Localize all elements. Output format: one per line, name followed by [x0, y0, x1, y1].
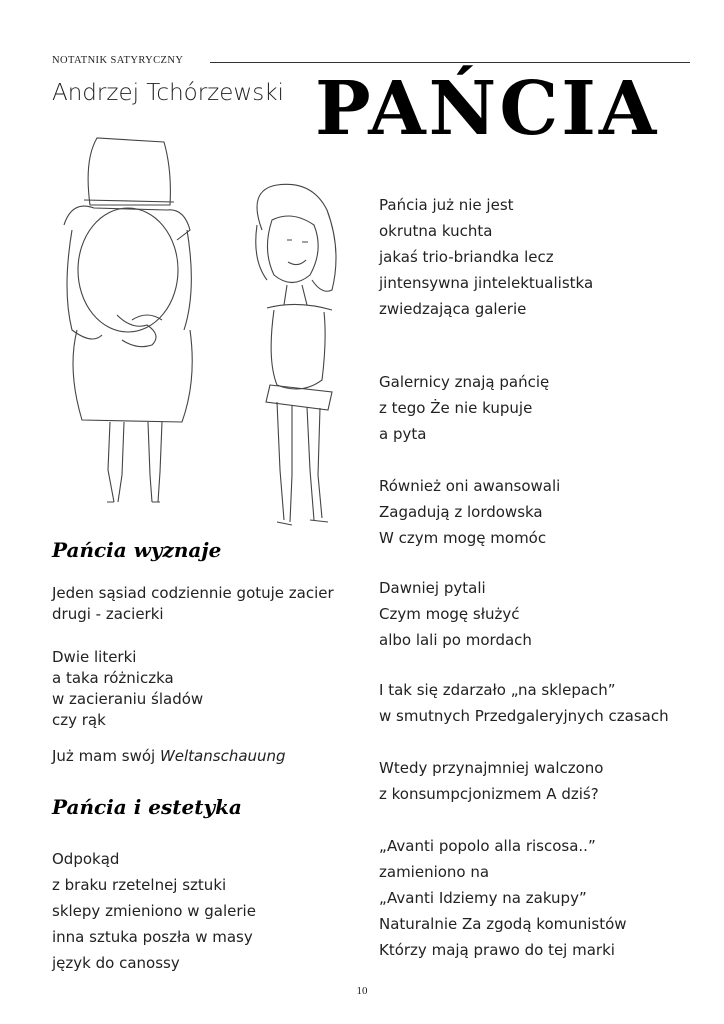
poem-line: Zagadują z lordowska — [379, 503, 543, 521]
right-stanza — [379, 473, 560, 551]
poem-line: jintensywna jintelektualistka — [379, 274, 594, 292]
poem-line: Odpokąd — [52, 850, 120, 868]
poem-line: sklepy zmieniono w galerie — [52, 902, 256, 920]
section-label: NOTATNIK SATYRYCZNY — [52, 55, 184, 66]
poem-line: a pyta — [379, 425, 427, 443]
poem-line-italic: Weltanschauung — [159, 747, 286, 765]
poem-line: albo lali po mordach — [379, 631, 532, 649]
page-number: 10 — [356, 985, 368, 997]
poem-line: I tak się zdarzało „na sklepach” — [379, 681, 616, 699]
poem-line: z tego Że nie kupuje — [379, 399, 533, 417]
poem-line: Pańcia już nie jest — [379, 196, 514, 214]
right-stanza — [379, 369, 549, 447]
poem1-stanza — [52, 746, 286, 767]
poem-line: a taka różniczka — [52, 669, 174, 687]
header-rule — [210, 62, 690, 63]
poem-line: Galernicy znają pańcię — [379, 373, 550, 391]
poem-line: z konsumpcjonizmem A dziś? — [379, 785, 599, 803]
poem-line: W czym mogę momóc — [379, 529, 547, 547]
poem-line: zwiedzająca galerie — [379, 300, 527, 318]
poem1-stanza — [52, 647, 203, 731]
poem-line-text: Już mam swój — [52, 747, 160, 765]
right-stanza — [379, 192, 593, 322]
right-stanza — [379, 677, 669, 729]
poem-line: jakaś trio-briandka lecz — [379, 248, 554, 266]
poem-line: Również oni awansowali — [379, 477, 561, 495]
poem-line: Naturalnie Za zgodą komunistów — [379, 915, 627, 933]
poem-line: język do canossy — [52, 954, 180, 972]
poem-line: w zacieraniu śladów — [52, 690, 204, 708]
poem1-stanza — [52, 583, 334, 625]
poem-line: Jeden sąsiad codziennie gotuje zacier — [52, 584, 334, 602]
caricature-illustration — [52, 130, 372, 540]
poem-line: z braku rzetelnej sztuki — [52, 876, 227, 894]
poem-line: Czym mogę służyć — [379, 605, 520, 623]
right-stanza — [379, 833, 627, 963]
poem-line: Dawniej pytali — [379, 579, 486, 597]
poem-heading-pancia-wyznaje: Pańcia wyznaje — [52, 538, 222, 562]
poem-line: inna sztuka poszła w masy — [52, 928, 253, 946]
poem-line: drugi - zacierki — [52, 605, 164, 623]
poem-line — [52, 746, 286, 767]
poem2-stanza — [52, 846, 256, 976]
poem-line: czy rąk — [52, 711, 106, 729]
poem-line: Dwie literki — [52, 648, 137, 666]
poem-line: Którzy mają prawo do tej marki — [379, 941, 615, 959]
poem-line: w smutnych Przedgaleryjnych czasach — [379, 707, 669, 725]
poem-line: zamieniono na — [379, 863, 490, 881]
poem-line: Wtedy przynajmniej walczono — [379, 759, 604, 777]
poem-line: „Avanti popolo alla riscosa..” — [379, 837, 596, 855]
page-title: PAŃCIA — [315, 66, 660, 152]
poem-line: „Avanti Idziemy na zakupy” — [379, 889, 587, 907]
author-name: Andrzej Tchórzewski — [52, 80, 284, 106]
right-stanza — [379, 575, 532, 653]
figure-front-view — [256, 184, 336, 525]
poem-line: okrutna kuchta — [379, 222, 493, 240]
right-stanza — [379, 755, 603, 807]
poem-heading-pancia-i-estetyka: Pańcia i estetyka — [52, 795, 242, 819]
figure-back-view — [64, 138, 192, 502]
